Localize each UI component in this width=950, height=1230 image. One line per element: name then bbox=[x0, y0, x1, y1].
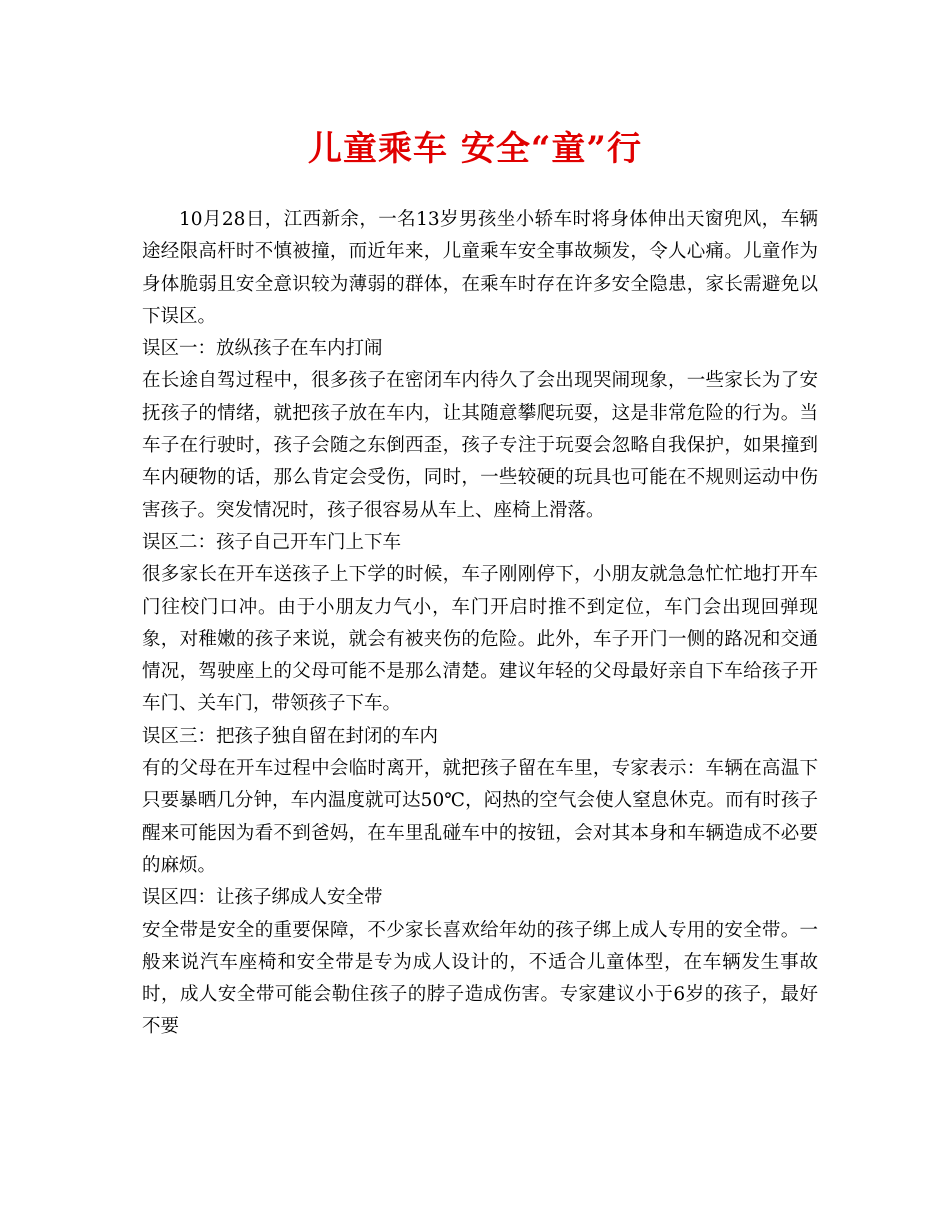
section-heading-3: 误区三：把孩子独自留在封闭的车内 bbox=[142, 725, 439, 747]
section-body-2: 很多家长在开车送孩子上下学的时候，车子刚刚停下，小朋友就急急忙忙地打开车门往校门口冲。由于小朋友力气小，车门开启时推不到定位，车门会出现回弹现象，对稚嫩的孩子来说，就会有被夹伤的危险。此外，车子开门一侧的路况和交通情况，驾驶座上的父母可能不是那么清楚。建议年轻的父母最好亲自下车给孩子开车门、关车门，带领孩子下车。 bbox=[142, 564, 818, 715]
section-body-3: 有的父母在开车过程中会临时离开，就把孩子留在车里，专家表示：车辆在高温下只要暴晒几分钟，车内温度就可达50℃，闷热的空气会使人窒息休克。而有时孩子醒来可能因为看不到爸妈，在车里乱碰车中的按钮，会对其本身和车辆造成不必要的麻烦。 bbox=[142, 758, 818, 876]
document-body bbox=[142, 204, 818, 1044]
section-body-4: 安全带是安全的重要保障，不少家长喜欢给年幼的孩子绑上成人专用的安全带。一般来说汽车座椅和安全带是专为成人设计的，不适合儿童体型，在车辆发生事故时，成人安全带可能会勒住孩子的脖子造成伤害。专家建议小于6岁的孩子，最好不要 bbox=[142, 919, 818, 1038]
section-heading-2: 误区二：孩子自己开车门上下车 bbox=[142, 531, 402, 553]
document-title: 儿童乘车 安全“童”行 bbox=[308, 129, 642, 169]
intro-paragraph: 10月28日，江西新余，一名13岁男孩坐小轿车时将身体伸出天窗兜风，车辆途经限高杆时不慎被撞，而近年来，儿童乘车安全事故频发，令人心痛。儿童作为身体脆弱且安全意识较为薄弱的群体，在乘车时存在许多安全隐患，家长需避免以下误区。 bbox=[142, 209, 818, 327]
section-body-1: 在长途自驾过程中，很多孩子在密闭车内待久了会出现哭闹现象，一些家长为了安抚孩子的情绪，就把孩子放在车内，让其随意攀爬玩耍，这是非常危险的行为。当车子在行驶时，孩子会随之东倒西歪，孩子专注于玩耍会忽略自我保护，如果撞到车内硬物的话，那么肯定会受伤，同时，一些较硬的玩具也可能在不规则运动中伤害孩子。突发情况时，孩子很容易从车上、座椅上滑落。 bbox=[142, 370, 818, 521]
section-heading-1: 误区一：放纵孩子在车内打闹 bbox=[142, 338, 383, 360]
section-heading-4: 误区四：让孩子绑成人安全带 bbox=[142, 887, 383, 909]
